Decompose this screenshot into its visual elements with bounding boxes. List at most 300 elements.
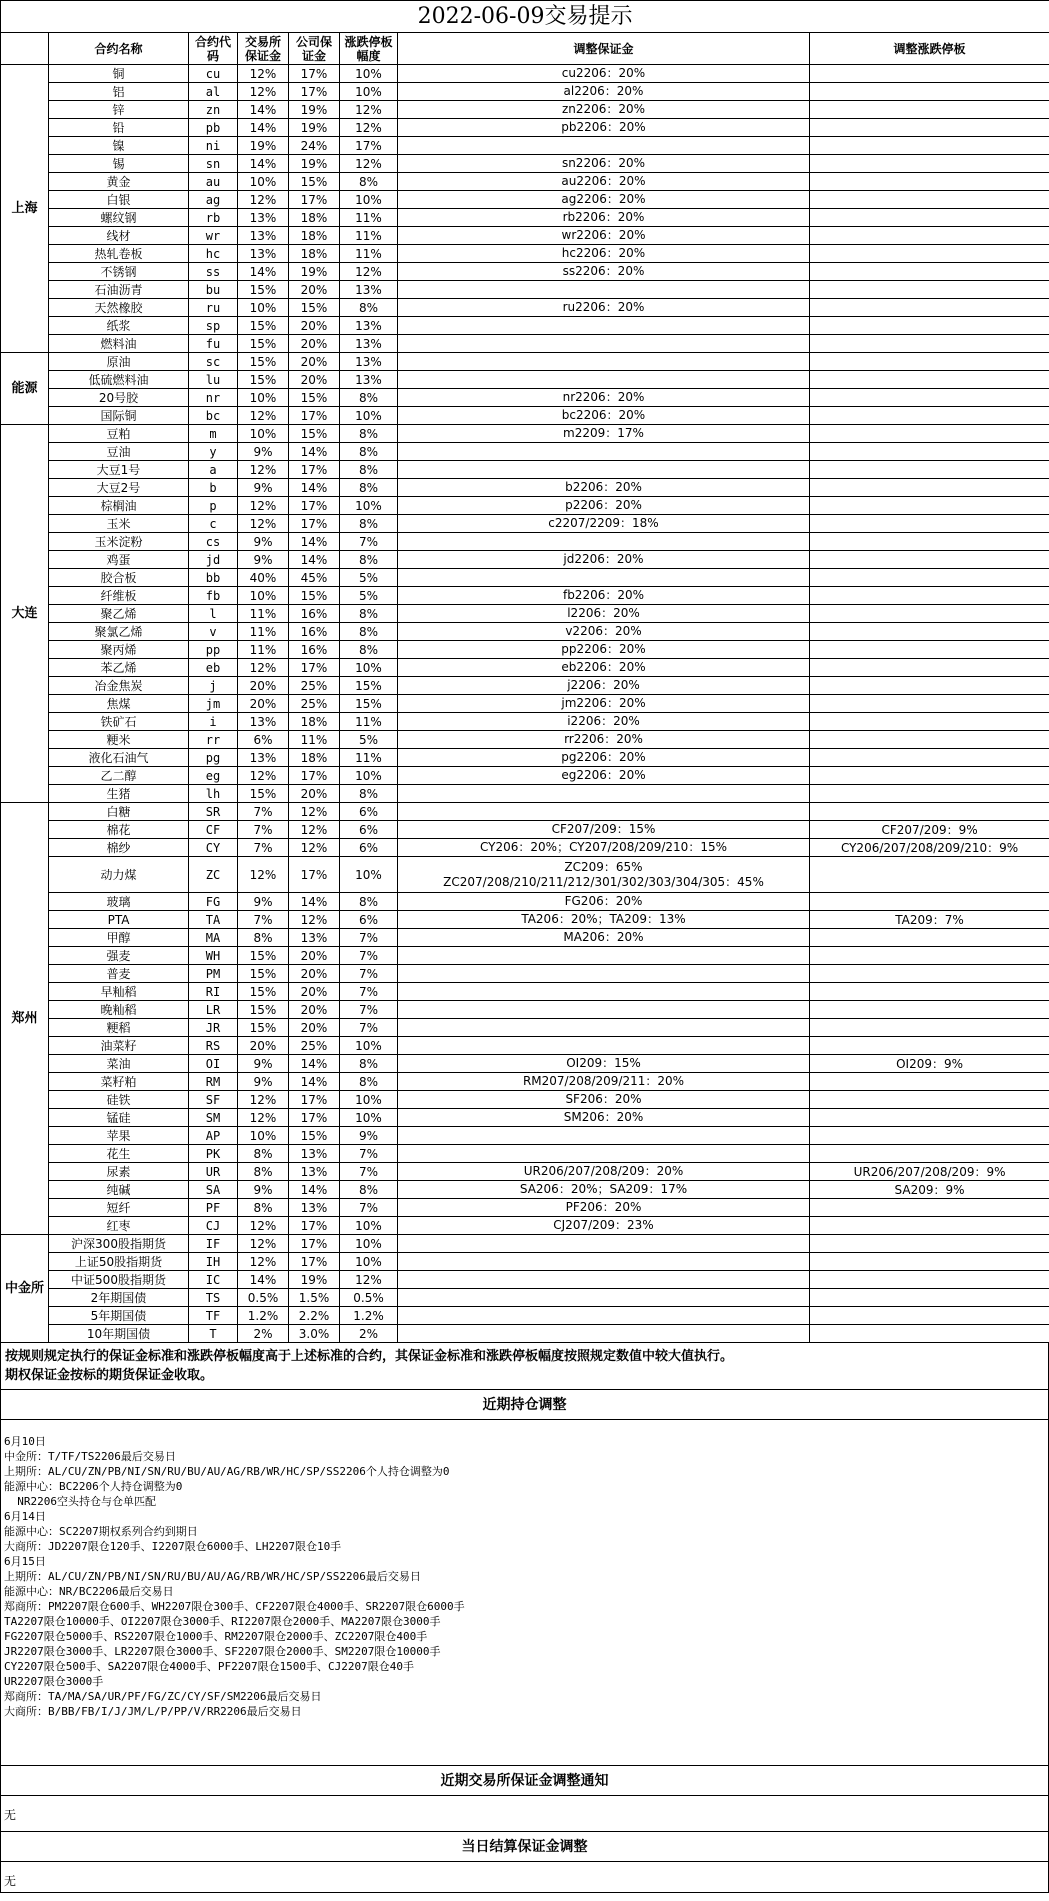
adjusted-margin: [398, 1181, 810, 1199]
price-limit: 8%: [340, 551, 398, 569]
company-margin: 17%: [289, 461, 340, 479]
adjusted-margin: [398, 605, 810, 623]
table-row: [1, 767, 1049, 785]
company-margin: 20%: [289, 353, 340, 371]
price-limit: 6%: [340, 821, 398, 839]
price-limit: 1.2%: [340, 1307, 398, 1325]
adjusted-limit: [810, 227, 1049, 245]
contract-code: bc: [189, 407, 238, 425]
company-margin: 3.0%: [289, 1325, 340, 1343]
adjusted-limit: [810, 191, 1049, 209]
adjusted-margin: [398, 1127, 810, 1145]
adjusted-margin-line: SF206：20%: [565, 1092, 642, 1106]
table-row: [1, 533, 1049, 551]
adjusted-limit: [810, 587, 1049, 605]
adjusted-limit: [810, 1271, 1049, 1289]
company-margin: 1.5%: [289, 1289, 340, 1307]
price-limit: 10%: [340, 65, 398, 83]
company-margin: 25%: [289, 677, 340, 695]
contract-name: 聚氯乙烯: [49, 623, 189, 641]
adjusted-margin-line: bc2206：20%: [561, 408, 646, 422]
contract-code: IH: [189, 1253, 238, 1271]
adjusted-margin-line: b2206：20%: [565, 480, 642, 494]
contract-code: RS: [189, 1037, 238, 1055]
contract-name: 动力煤: [49, 857, 189, 893]
adjusted-limit: [810, 317, 1049, 335]
contract-code: sc: [189, 353, 238, 371]
company-margin: 20%: [289, 1001, 340, 1019]
exchange-margin: 11%: [238, 641, 289, 659]
adjusted-margin: [398, 839, 810, 857]
company-margin: 18%: [289, 209, 340, 227]
table-row: [1, 947, 1049, 965]
table-row: [1, 587, 1049, 605]
company-margin: 20%: [289, 1019, 340, 1037]
adjusted-limit: OI209：9%: [810, 1055, 1049, 1073]
adjusted-margin-line: m2209：17%: [563, 426, 644, 440]
adjusted-margin-line: CF207/209：15%: [551, 822, 656, 836]
contract-name: 聚乙烯: [49, 605, 189, 623]
contract-name: 大豆1号: [49, 461, 189, 479]
adjusted-limit: [810, 893, 1049, 911]
contract-name: 苯乙烯: [49, 659, 189, 677]
contract-code: jm: [189, 695, 238, 713]
adjusted-margin-line: rb2206：20%: [562, 210, 645, 224]
table-row: [1, 785, 1049, 803]
exchange-margin: 8%: [238, 929, 289, 947]
adjusted-margin: [398, 371, 810, 389]
rule-line: 期权保证金按标的期货保证金收取。: [5, 1368, 214, 1383]
adjusted-limit: [810, 1019, 1049, 1037]
contract-code: eb: [189, 659, 238, 677]
exchange-margin: 9%: [238, 533, 289, 551]
adjusted-margin-line: FG206：20%: [564, 894, 643, 908]
contract-code: PK: [189, 1145, 238, 1163]
adjusted-limit: [810, 641, 1049, 659]
adjusted-margin: [398, 317, 810, 335]
contract-name: 棕榈油: [49, 497, 189, 515]
adjusted-margin: [398, 407, 810, 425]
contract-code: SF: [189, 1091, 238, 1109]
contract-name: 甲醇: [49, 929, 189, 947]
exchange-margin: 12%: [238, 83, 289, 101]
price-limit: 10%: [340, 1037, 398, 1055]
contract-name: 中证500股指期货: [49, 1271, 189, 1289]
table-row: [1, 1127, 1049, 1145]
contract-code: y: [189, 443, 238, 461]
price-limit: 10%: [340, 1235, 398, 1253]
adjusted-limit: [810, 785, 1049, 803]
adjusted-limit: [810, 695, 1049, 713]
company-margin: 25%: [289, 1037, 340, 1055]
adjusted-limit: [810, 1127, 1049, 1145]
table-row: [1, 1289, 1049, 1307]
exchange-margin: 10%: [238, 1127, 289, 1145]
price-limit: 6%: [340, 839, 398, 857]
company-margin: 15%: [289, 389, 340, 407]
adjusted-limit: [810, 929, 1049, 947]
exchange-margin: 15%: [238, 335, 289, 353]
region-label: 大连: [1, 425, 49, 803]
contract-code: WH: [189, 947, 238, 965]
contract-code: CJ: [189, 1217, 238, 1235]
table-row: [1, 569, 1049, 587]
price-limit: 8%: [340, 623, 398, 641]
contract-code: p: [189, 497, 238, 515]
table-row: [1, 677, 1049, 695]
table-row: [1, 263, 1049, 281]
contract-name: 乙二醇: [49, 767, 189, 785]
price-limit: 12%: [340, 155, 398, 173]
adjusted-margin-line: SM206：20%: [563, 1110, 644, 1124]
adjusted-margin: [398, 803, 810, 821]
header-adjust-limit: 调整涨跌停板: [810, 33, 1049, 65]
table-row: [1, 1181, 1049, 1199]
footer-section: [0, 1343, 1049, 1893]
page-title: 2022-06-09交易提示: [1, 1, 1049, 33]
exchange-margin: 11%: [238, 623, 289, 641]
price-limit: 2%: [340, 1325, 398, 1343]
contract-code: sp: [189, 317, 238, 335]
company-margin: 19%: [289, 1271, 340, 1289]
price-limit: 0.5%: [340, 1289, 398, 1307]
adjusted-margin: [398, 749, 810, 767]
adjusted-limit: [810, 371, 1049, 389]
adjusted-limit: [810, 731, 1049, 749]
price-limit: 8%: [340, 641, 398, 659]
contract-code: c: [189, 515, 238, 533]
company-margin: 17%: [289, 1217, 340, 1235]
position-line: 上期所：AL/CU/ZN/PB/NI/SN/RU/BU/AU/AG/RB/WR/HC/SP/SS2206个人持仓调整为0: [4, 1465, 450, 1478]
table-row: [1, 713, 1049, 731]
table-row: [1, 353, 1049, 371]
company-margin: 17%: [289, 857, 340, 893]
contract-code: RM: [189, 1073, 238, 1091]
position-line: 大商所：B/BB/FB/I/J/JM/L/P/PP/V/RR2206最后交易日: [4, 1705, 302, 1718]
contract-name: 冶金焦炭: [49, 677, 189, 695]
settlement-title: 当日结算保证金调整: [1, 1832, 1048, 1862]
price-limit: 5%: [340, 569, 398, 587]
contract-name: 胶合板: [49, 569, 189, 587]
contract-name: 强麦: [49, 947, 189, 965]
company-margin: 19%: [289, 155, 340, 173]
table-row: [1, 1199, 1049, 1217]
contract-name: 石油沥青: [49, 281, 189, 299]
company-margin: 17%: [289, 83, 340, 101]
exchange-margin: 14%: [238, 155, 289, 173]
adjusted-margin-line: zn2206：20%: [561, 102, 646, 116]
contract-code: jd: [189, 551, 238, 569]
adjusted-margin-line: ag2206：20%: [561, 192, 646, 206]
table-row: [1, 299, 1049, 317]
company-margin: 20%: [289, 785, 340, 803]
price-limit: 10%: [340, 497, 398, 515]
adjusted-limit: [810, 1145, 1049, 1163]
exchange-margin: 14%: [238, 101, 289, 119]
price-limit: 10%: [340, 83, 398, 101]
table-row: [1, 1001, 1049, 1019]
price-limit: 8%: [340, 515, 398, 533]
price-limit: 7%: [340, 947, 398, 965]
adjusted-margin: [398, 1055, 810, 1073]
price-limit: 8%: [340, 299, 398, 317]
exchange-margin: 19%: [238, 137, 289, 155]
price-limit: 10%: [340, 1091, 398, 1109]
adjusted-margin-line: jd2206：20%: [563, 552, 644, 566]
position-line: 6月14日: [4, 1510, 46, 1523]
company-margin: 15%: [289, 425, 340, 443]
price-limit: 7%: [340, 929, 398, 947]
exchange-margin: 8%: [238, 1145, 289, 1163]
contract-code: LR: [189, 1001, 238, 1019]
adjusted-margin-line: al2206：20%: [563, 84, 644, 98]
position-line: TA2207限仓10000手、OI2207限仓3000手、RI2207限仓2000手、MA2207限仓3000手: [4, 1615, 441, 1628]
adjusted-margin-line: ZC209：65%: [564, 859, 643, 874]
exchange-margin: 9%: [238, 551, 289, 569]
exchange-margin: 12%: [238, 857, 289, 893]
company-margin: 18%: [289, 713, 340, 731]
adjusted-margin: [398, 911, 810, 929]
price-limit: 7%: [340, 1199, 398, 1217]
table-row: [1, 389, 1049, 407]
adjusted-limit: [810, 1073, 1049, 1091]
exchange-margin: 15%: [238, 281, 289, 299]
contract-code: MA: [189, 929, 238, 947]
adjusted-margin: [398, 353, 810, 371]
contract-code: nr: [189, 389, 238, 407]
exchange-margin: 20%: [238, 677, 289, 695]
contract-code: fu: [189, 335, 238, 353]
exchange-margin: 9%: [238, 1073, 289, 1091]
price-limit: 10%: [340, 767, 398, 785]
exchange-margin: 12%: [238, 1091, 289, 1109]
contract-name: 玉米: [49, 515, 189, 533]
adjusted-margin: [398, 587, 810, 605]
contract-code: zn: [189, 101, 238, 119]
adjusted-margin: [398, 1001, 810, 1019]
adjusted-limit: [810, 551, 1049, 569]
company-margin: 12%: [289, 803, 340, 821]
adjusted-margin: [398, 893, 810, 911]
contract-code: pp: [189, 641, 238, 659]
contract-name: 天然橡胶: [49, 299, 189, 317]
company-margin: 25%: [289, 695, 340, 713]
table-row: [1, 443, 1049, 461]
adjusted-limit: CY206/207/208/209/210：9%: [810, 839, 1049, 857]
contract-code: ag: [189, 191, 238, 209]
table-row: [1, 1145, 1049, 1163]
contract-name: PTA: [49, 911, 189, 929]
price-limit: 8%: [340, 893, 398, 911]
contract-name: 大豆2号: [49, 479, 189, 497]
table-row: [1, 659, 1049, 677]
adjusted-margin: [398, 335, 810, 353]
position-line: JR2207限仓3000手、LR2207限仓3000手、SF2207限仓2000手、SM2207限仓10000手: [4, 1645, 441, 1658]
position-line: 上期所：AL/CU/ZN/PB/NI/SN/RU/BU/AU/AG/RB/WR/HC/SP/SS2206最后交易日: [4, 1570, 421, 1583]
adjusted-limit: [810, 1091, 1049, 1109]
position-title: 近期持仓调整: [1, 1390, 1048, 1420]
adjusted-limit: [810, 173, 1049, 191]
contract-name: 铜: [49, 65, 189, 83]
table-row: [1, 551, 1049, 569]
adjusted-margin: [398, 623, 810, 641]
adjusted-limit: [810, 749, 1049, 767]
adjusted-margin: [398, 1325, 810, 1343]
adjusted-limit: [810, 497, 1049, 515]
contract-name: 棉花: [49, 821, 189, 839]
contract-code: fb: [189, 587, 238, 605]
table-row: [1, 1217, 1049, 1235]
adjusted-limit: [810, 407, 1049, 425]
adjusted-limit: [810, 101, 1049, 119]
contract-code: ss: [189, 263, 238, 281]
adjusted-margin: [398, 1271, 810, 1289]
adjusted-margin: [398, 695, 810, 713]
adjusted-limit: [810, 1199, 1049, 1217]
adjusted-margin: [398, 677, 810, 695]
contract-name: 硅铁: [49, 1091, 189, 1109]
adjusted-limit: [810, 623, 1049, 641]
exchange-margin: 7%: [238, 821, 289, 839]
table-row: [1, 1307, 1049, 1325]
adjusted-margin-line: ss2206：20%: [562, 264, 645, 278]
exchange-margin: 15%: [238, 317, 289, 335]
adjusted-limit: [810, 65, 1049, 83]
adjusted-margin: [398, 263, 810, 281]
price-limit: 12%: [340, 263, 398, 281]
contract-name: 纤维板: [49, 587, 189, 605]
table-row: [1, 1271, 1049, 1289]
adjusted-limit: [810, 533, 1049, 551]
exchange-margin: 9%: [238, 893, 289, 911]
rules-note: [1, 1343, 1048, 1390]
adjusted-limit: [810, 803, 1049, 821]
adjusted-margin-line: RM207/208/209/211：20%: [522, 1074, 685, 1088]
contract-code: cs: [189, 533, 238, 551]
adjusted-margin-line: v2206：20%: [565, 624, 642, 638]
company-margin: 18%: [289, 749, 340, 767]
adjusted-limit: [810, 119, 1049, 137]
table-row: [1, 101, 1049, 119]
company-margin: 2.2%: [289, 1307, 340, 1325]
company-margin: 17%: [289, 1109, 340, 1127]
header-exchange-margin: 交易所保证金: [238, 33, 289, 65]
contract-name: 白糖: [49, 803, 189, 821]
adjusted-margin: [398, 389, 810, 407]
company-margin: 11%: [289, 731, 340, 749]
adjusted-limit: [810, 1001, 1049, 1019]
adjusted-limit: [810, 155, 1049, 173]
adjusted-margin-line: i2206：20%: [567, 714, 640, 728]
price-limit: 10%: [340, 1253, 398, 1271]
adjusted-limit: [810, 425, 1049, 443]
exchange-margin: 15%: [238, 353, 289, 371]
table-row: [1, 1037, 1049, 1055]
price-limit: 8%: [340, 173, 398, 191]
price-limit: 10%: [340, 407, 398, 425]
price-limit: 8%: [340, 479, 398, 497]
exchange-margin: 9%: [238, 1181, 289, 1199]
exchange-margin: 10%: [238, 389, 289, 407]
table-row: [1, 1109, 1049, 1127]
contract-code: lh: [189, 785, 238, 803]
contract-name: 白银: [49, 191, 189, 209]
adjusted-margin: [398, 1163, 810, 1181]
adjusted-margin: [398, 65, 810, 83]
contract-name: 不锈钢: [49, 263, 189, 281]
table-row: [1, 335, 1049, 353]
table-row: [1, 191, 1049, 209]
table-row: [1, 911, 1049, 929]
table-row: [1, 1073, 1049, 1091]
adjusted-limit: [810, 479, 1049, 497]
price-limit: 5%: [340, 731, 398, 749]
contract-code: a: [189, 461, 238, 479]
table-row: [1, 65, 1049, 83]
adjusted-margin: [398, 299, 810, 317]
company-margin: 13%: [289, 1199, 340, 1217]
position-line: 能源中心：BC2206个人持仓调整为0: [4, 1480, 183, 1493]
contract-name: 5年期国债: [49, 1307, 189, 1325]
contract-code: JR: [189, 1019, 238, 1037]
contract-name: 花生: [49, 1145, 189, 1163]
adjusted-limit: [810, 443, 1049, 461]
table-row: [1, 155, 1049, 173]
adjusted-limit: [810, 209, 1049, 227]
contract-name: 锌: [49, 101, 189, 119]
contract-name: 豆粕: [49, 425, 189, 443]
contract-name: 线材: [49, 227, 189, 245]
adjusted-margin: [398, 1073, 810, 1091]
table-row: [1, 479, 1049, 497]
exchange-margin: 12%: [238, 1253, 289, 1271]
contract-code: au: [189, 173, 238, 191]
adjusted-margin-line: sn2206：20%: [561, 156, 646, 170]
table-row: [1, 425, 1049, 443]
position-line: 中金所：T/TF/TS2206最后交易日: [4, 1450, 176, 1463]
price-limit: 10%: [340, 191, 398, 209]
exchange-margin: 12%: [238, 1109, 289, 1127]
exchange-margin: 12%: [238, 407, 289, 425]
adjusted-margin: [398, 713, 810, 731]
exchange-margin: 9%: [238, 443, 289, 461]
position-notes: [1, 1420, 1048, 1766]
contract-code: lu: [189, 371, 238, 389]
adjusted-margin: [398, 1199, 810, 1217]
adjusted-limit: [810, 677, 1049, 695]
adjusted-margin-line: fb2206：20%: [562, 588, 645, 602]
adjusted-margin-line: hc2206：20%: [561, 246, 646, 260]
contract-name: 粳米: [49, 731, 189, 749]
price-limit: 13%: [340, 317, 398, 335]
adjusted-margin-line: c2207/2209：18%: [548, 516, 659, 530]
adjusted-limit: [810, 389, 1049, 407]
contract-code: CF: [189, 821, 238, 839]
company-margin: 17%: [289, 497, 340, 515]
table-row: [1, 371, 1049, 389]
adjusted-margin: [398, 83, 810, 101]
price-limit: 7%: [340, 1019, 398, 1037]
exchange-margin: 15%: [238, 965, 289, 983]
contract-name: 聚丙烯: [49, 641, 189, 659]
price-limit: 8%: [340, 389, 398, 407]
price-limit: 7%: [340, 983, 398, 1001]
header-company-margin: 公司保证金: [289, 33, 340, 65]
header-limit: 涨跌停板幅度: [340, 33, 398, 65]
adjusted-margin: [398, 731, 810, 749]
contract-code: pg: [189, 749, 238, 767]
contract-name: 黄金: [49, 173, 189, 191]
